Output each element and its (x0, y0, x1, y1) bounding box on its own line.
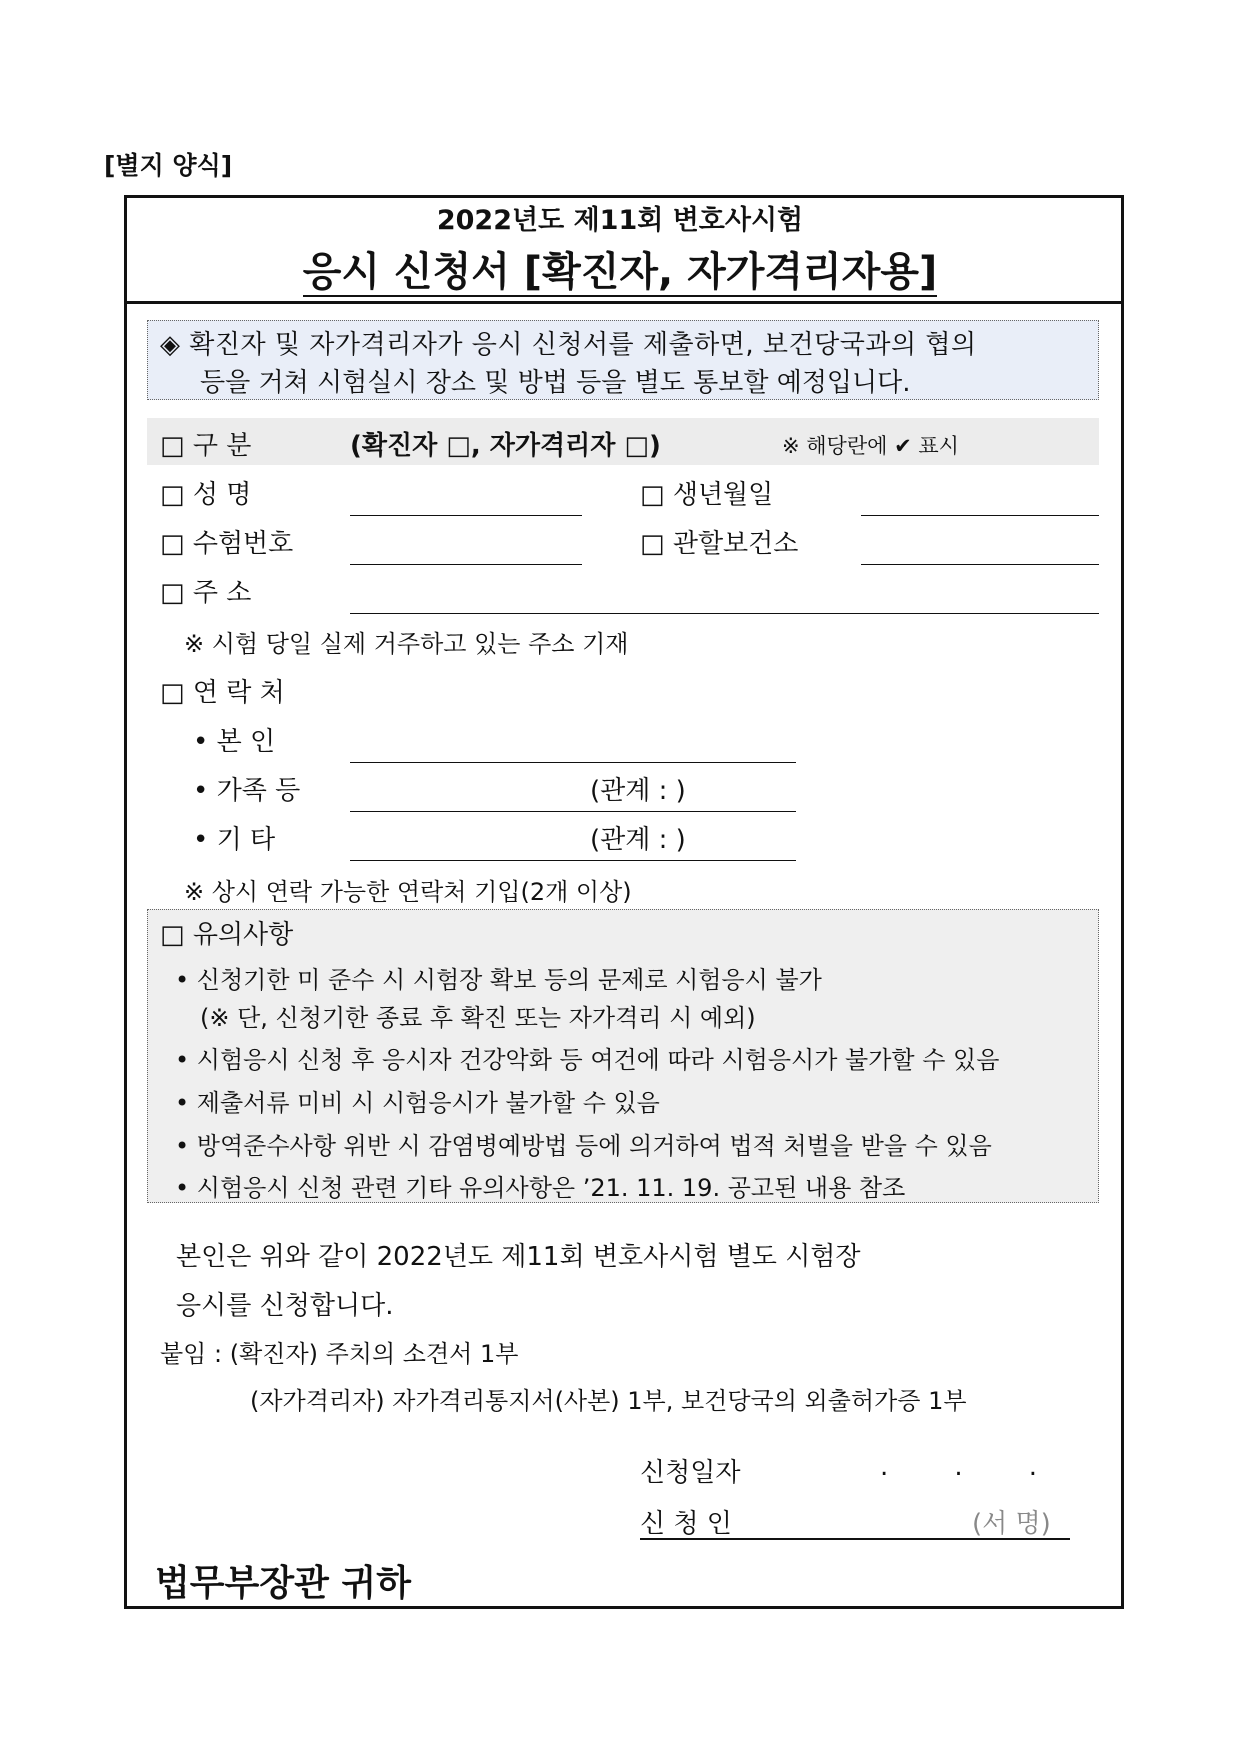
page-title (0, 240, 1240, 297)
address-note: ※ 시험 당일 실제 거주하고 있는 주소 기재 (184, 630, 629, 658)
contact-other-label: • 기 타 (193, 825, 276, 855)
exam-number-label: □ 수험번호 (160, 529, 294, 559)
applicant-label: 신 청 인 (640, 1509, 732, 1539)
signature-label: (서 명) (972, 1509, 1051, 1539)
date-label: 신청일자 (640, 1458, 741, 1488)
notice-line2: 등을 거쳐 시험실시 장소 및 방법 등을 별도 통보할 예정입니다. (200, 368, 911, 398)
category-label: □ 구 분 (160, 431, 252, 461)
name-label: □ 성 명 (160, 480, 252, 510)
contact-family-label: • 가족 등 (193, 776, 301, 806)
signature-field[interactable] (640, 1538, 1070, 1540)
attachment-line2: (자가격리자) 자가격리통지서(사본) 1부, 보건당국의 외출허가증 1부 (250, 1387, 967, 1415)
caution-item: (※ 단, 신청기한 종료 후 확진 또는 자가격리 시 예외) (200, 1004, 756, 1032)
caution-item: • 방역준수사항 위반 시 감염병예방법 등에 의거하여 법적 처벌을 받을 수 있음 (175, 1132, 992, 1160)
caution-item: • 신청기한 미 준수 시 시험장 확보 등의 문제로 시험응시 불가 (175, 966, 822, 994)
header-divider (124, 301, 1124, 304)
category-options[interactable]: (확진자 □, 자가격리자 □) (350, 431, 661, 461)
addressee: 법무부장관 귀하 (155, 1563, 411, 1604)
exam-number-field[interactable] (350, 564, 582, 565)
notice-line1: ◈ 확진자 및 자가격리자가 응시 신청서를 제출하면, 보건당국과의 협의 (160, 330, 977, 360)
form-label: [별지 양식] (104, 151, 233, 180)
contact-other-field[interactable] (350, 860, 796, 861)
attachment-line1: 붙임 : (확진자) 주치의 소견서 1부 (160, 1340, 519, 1368)
caution-title: □ 유의사항 (160, 920, 294, 950)
category-hint: ※ 해당란에 ✔ 표시 (782, 434, 959, 458)
contact-family-field[interactable] (350, 811, 796, 812)
family-relation: (관계 : ) (590, 776, 686, 806)
date-value[interactable]: . . . (880, 1452, 1038, 1482)
name-field[interactable] (350, 515, 582, 516)
birth-label: □ 생년월일 (640, 480, 774, 510)
caution-item: • 시험응시 신청 후 응시자 건강악화 등 여건에 따라 시험응시가 불가할 수 있음 (175, 1046, 1000, 1074)
title-line1: 2022년도 제11회 변호사시험 (436, 205, 804, 236)
statement-line1: 본인은 위와 같이 2022년도 제11회 변호사시험 별도 시험장 (176, 1242, 861, 1272)
health-center-field[interactable] (861, 564, 1099, 565)
caution-item: • 제출서류 미비 시 시험응시가 불가할 수 있음 (175, 1089, 660, 1117)
health-center-label: □ 관할보건소 (640, 529, 799, 559)
address-field[interactable] (350, 613, 1099, 614)
other-relation: (관계 : ) (590, 825, 686, 855)
page-title-text: 응시 신청서 [확진자, 자가격리자용] (302, 249, 938, 295)
contact-note: ※ 상시 연락 가능한 연락처 기입(2개 이상) (184, 878, 632, 906)
contact-self-label: • 본 인 (193, 727, 276, 757)
contact-label: □ 연 락 처 (160, 678, 285, 708)
birth-field[interactable] (861, 515, 1099, 516)
contact-self-field[interactable] (350, 762, 796, 763)
address-label: □ 주 소 (160, 578, 252, 608)
statement-line2: 응시를 신청합니다. (176, 1291, 394, 1321)
caution-item: • 시험응시 신청 관련 기타 유의사항은 ’21. 11. 19. 공고된 내용 참조 (175, 1174, 906, 1202)
